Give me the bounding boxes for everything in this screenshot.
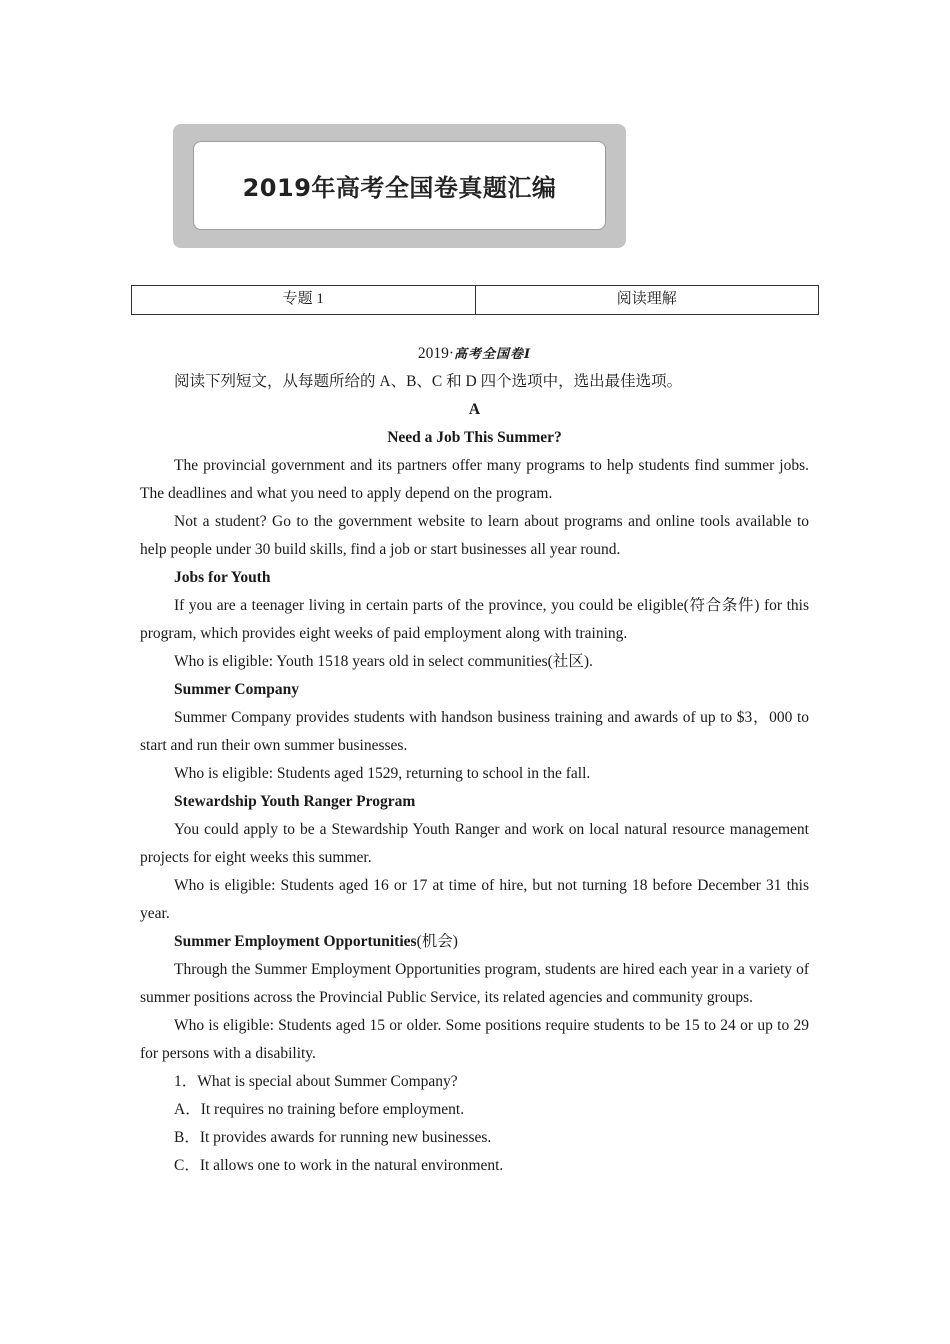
section-body: Summer Company provides students with handson business training and awards of up to $3，000 to start and run their own summer businesses. [140, 709, 809, 754]
section-eligibility: Who is eligible: Students aged 1529, returning to school in the fall. [174, 765, 591, 782]
section-heading-text: Summer Company [174, 681, 300, 698]
section-heading-text: Jobs for Youth [174, 569, 271, 586]
section-heading [140, 928, 809, 956]
exam-year: 2019· [417, 345, 455, 362]
intro-paragraph: Not a student? Go to the government website to learn about programs and online tools available to help people under 30 build skills, find a job or start businesses all year round. [140, 513, 809, 558]
banner-title: 2019年高考全国卷真题汇编 [242, 174, 557, 202]
title-banner [173, 124, 626, 248]
topic-table [131, 285, 819, 315]
section-body: If you are a teenager living in certain parts of the province, you could be eligible(符合条件) for this program, which provides eight weeks of paid employment along with training. [140, 597, 809, 642]
section-heading [140, 788, 809, 816]
instruction: 阅读下列短文，从每题所给的 A、B、C 和 D 四个选项中，选出最佳选项。 [174, 373, 683, 390]
title-banner-frame [193, 141, 606, 230]
passage-title: Need a Job This Summer? [387, 429, 562, 446]
section-heading-note: (机会) [416, 933, 458, 950]
intro-paragraph: The provincial government and its partners offer many programs to help students find summer jobs. The deadlines and what you need to apply depend on the program. [140, 457, 809, 502]
document-body [140, 340, 809, 1180]
section-eligibility: Who is eligible: Students aged 15 or older. Some positions require students to be 15 to 24 or up to 29 for persons with a disability. [140, 1017, 809, 1062]
topic-name-cell: 阅读理解 [475, 286, 819, 315]
exam-name: 高考全国卷Ⅰ [454, 346, 532, 361]
section-heading-text: Summer Employment Opportunities [174, 933, 417, 950]
exam-source [140, 340, 809, 368]
section-heading [140, 564, 809, 592]
answer-option: B．It provides awards for running new businesses. [174, 1129, 492, 1146]
section-body: You could apply to be a Stewardship Youth Ranger and work on local natural resource management projects for eight weeks this summer. [140, 821, 809, 866]
section-eligibility: Who is eligible: Students aged 16 or 17 at time of hire, but not turning 18 before December 31 this year. [140, 877, 809, 922]
topic-number-cell: 专题 1 [132, 286, 476, 315]
section-heading [140, 676, 809, 704]
passage-label: A [468, 401, 481, 418]
section-eligibility: Who is eligible: Youth 1518 years old in select communities(社区). [174, 653, 593, 670]
answer-option: A．It requires no training before employment. [174, 1101, 465, 1118]
section-body: Through the Summer Employment Opportunities program, students are hired each year in a variety of summer positions across the Provincial Public Service, its related agencies and community groups. [140, 961, 809, 1006]
answer-option: C．It allows one to work in the natural environment. [174, 1157, 504, 1174]
question-stem: 1．What is special about Summer Company? [174, 1073, 458, 1090]
section-heading-text: Stewardship Youth Ranger Program [174, 793, 416, 810]
